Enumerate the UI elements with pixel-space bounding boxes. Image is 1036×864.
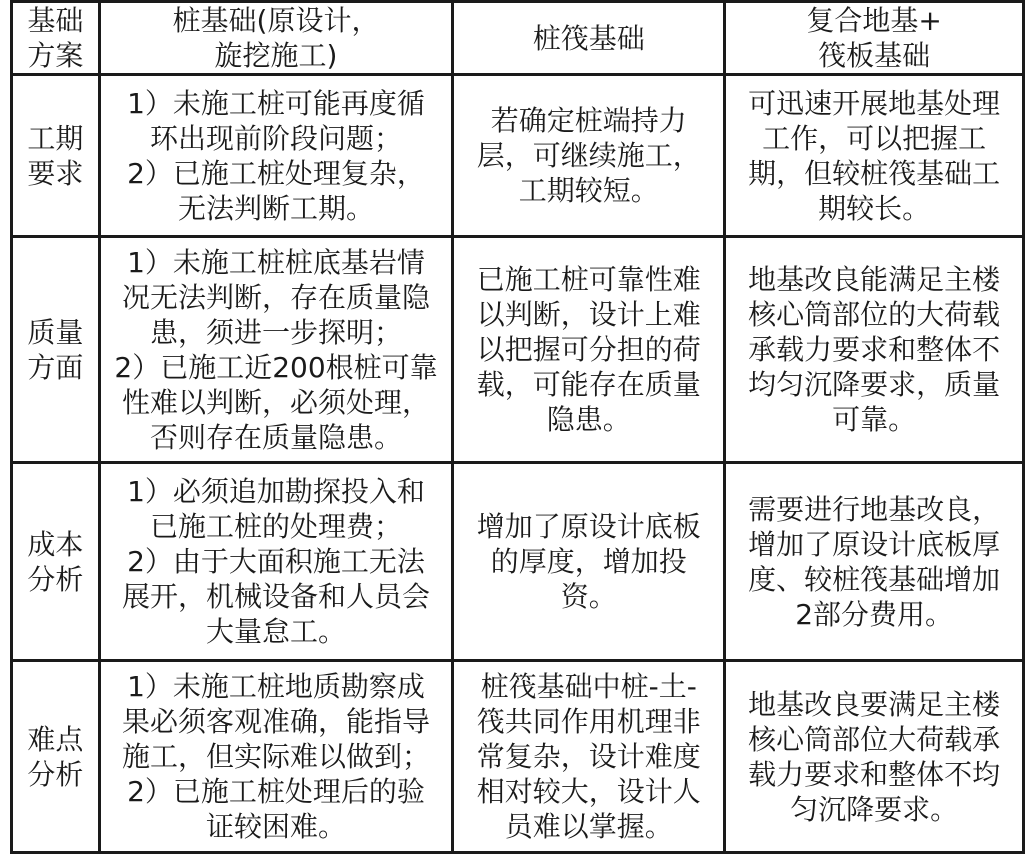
- cell-schedule-pile: 1）未施工桩可能再度循 环出现前阶段问题； 2）已施工桩处理复杂， 无法判断工期。: [99, 75, 452, 237]
- header-cell-pile-raft-foundation: 桩筏基础: [453, 2, 725, 75]
- header-cell-pile-foundation: 桩基础(原设计， 旋挖施工): [99, 2, 452, 75]
- row-label-cost: 成本 分析: [12, 463, 100, 661]
- cell-quality-composite: 地基改良能满足主楼 核心筒部位的大荷载 承载力要求和整体不 均匀沉降要求，质量 可靠。: [725, 237, 1024, 463]
- row-label-quality: 质量 方面: [12, 237, 100, 463]
- table-row-cost: [12, 463, 1024, 661]
- cell-quality-pile: 1）未施工桩桩底基岩情 况无法判断，存在质量隐 患，须进一步探明； 2）已施工近200根桩可靠 性难以判断，必须处理， 否则存在质量隐患。: [99, 237, 452, 463]
- header-cell-composite-foundation: 复合地基+ 筏板基础: [725, 2, 1024, 75]
- cell-cost-composite: 需要进行地基改良， 增加了原设计底板厚 度、较桩筏基础增加 2部分费用。: [725, 463, 1024, 661]
- cell-schedule-raft: 若确定桩端持力 层，可继续施工， 工期较短。: [453, 75, 725, 237]
- cell-cost-raft: 增加了原设计底板 的厚度，增加投 资。: [453, 463, 725, 661]
- cell-schedule-composite: 可迅速开展地基处理 工作，可以把握工 期，但较桩筏基础工 期较长。: [725, 75, 1024, 237]
- row-label-difficulty: 难点 分析: [12, 661, 100, 853]
- header-row: [12, 2, 1024, 75]
- foundation-comparison-table: [10, 0, 1025, 854]
- header-cell-scheme: 基础 方案: [12, 2, 100, 75]
- cell-difficulty-pile: 1）未施工桩地质勘察成 果必须客观准确，能指导 施工，但实际难以做到； 2）已施工桩处理后的验 证较困难。: [99, 661, 452, 853]
- table-row-schedule: [12, 75, 1024, 237]
- cell-difficulty-raft: 桩筏基础中桩-土- 筏共同作用机理非 常复杂，设计难度 相对较大，设计人 员难以掌握。: [453, 661, 725, 853]
- cell-quality-raft: 已施工桩可靠性难 以判断，设计上难 以把握可分担的荷 载，可能存在质量 隐患。: [453, 237, 725, 463]
- cell-cost-pile: 1）必须追加勘探投入和 已施工桩的处理费； 2）由于大面积施工无法 展开，机械设备和人员会 大量怠工。: [99, 463, 452, 661]
- table-row-difficulty: [12, 661, 1024, 853]
- table-row-quality: [12, 237, 1024, 463]
- comparison-table-container: [10, 0, 1025, 854]
- row-label-schedule: 工期 要求: [12, 75, 100, 237]
- cell-difficulty-composite: 地基改良要满足主楼 核心筒部位大荷载承 载力要求和整体不均 匀沉降要求。: [725, 661, 1024, 853]
